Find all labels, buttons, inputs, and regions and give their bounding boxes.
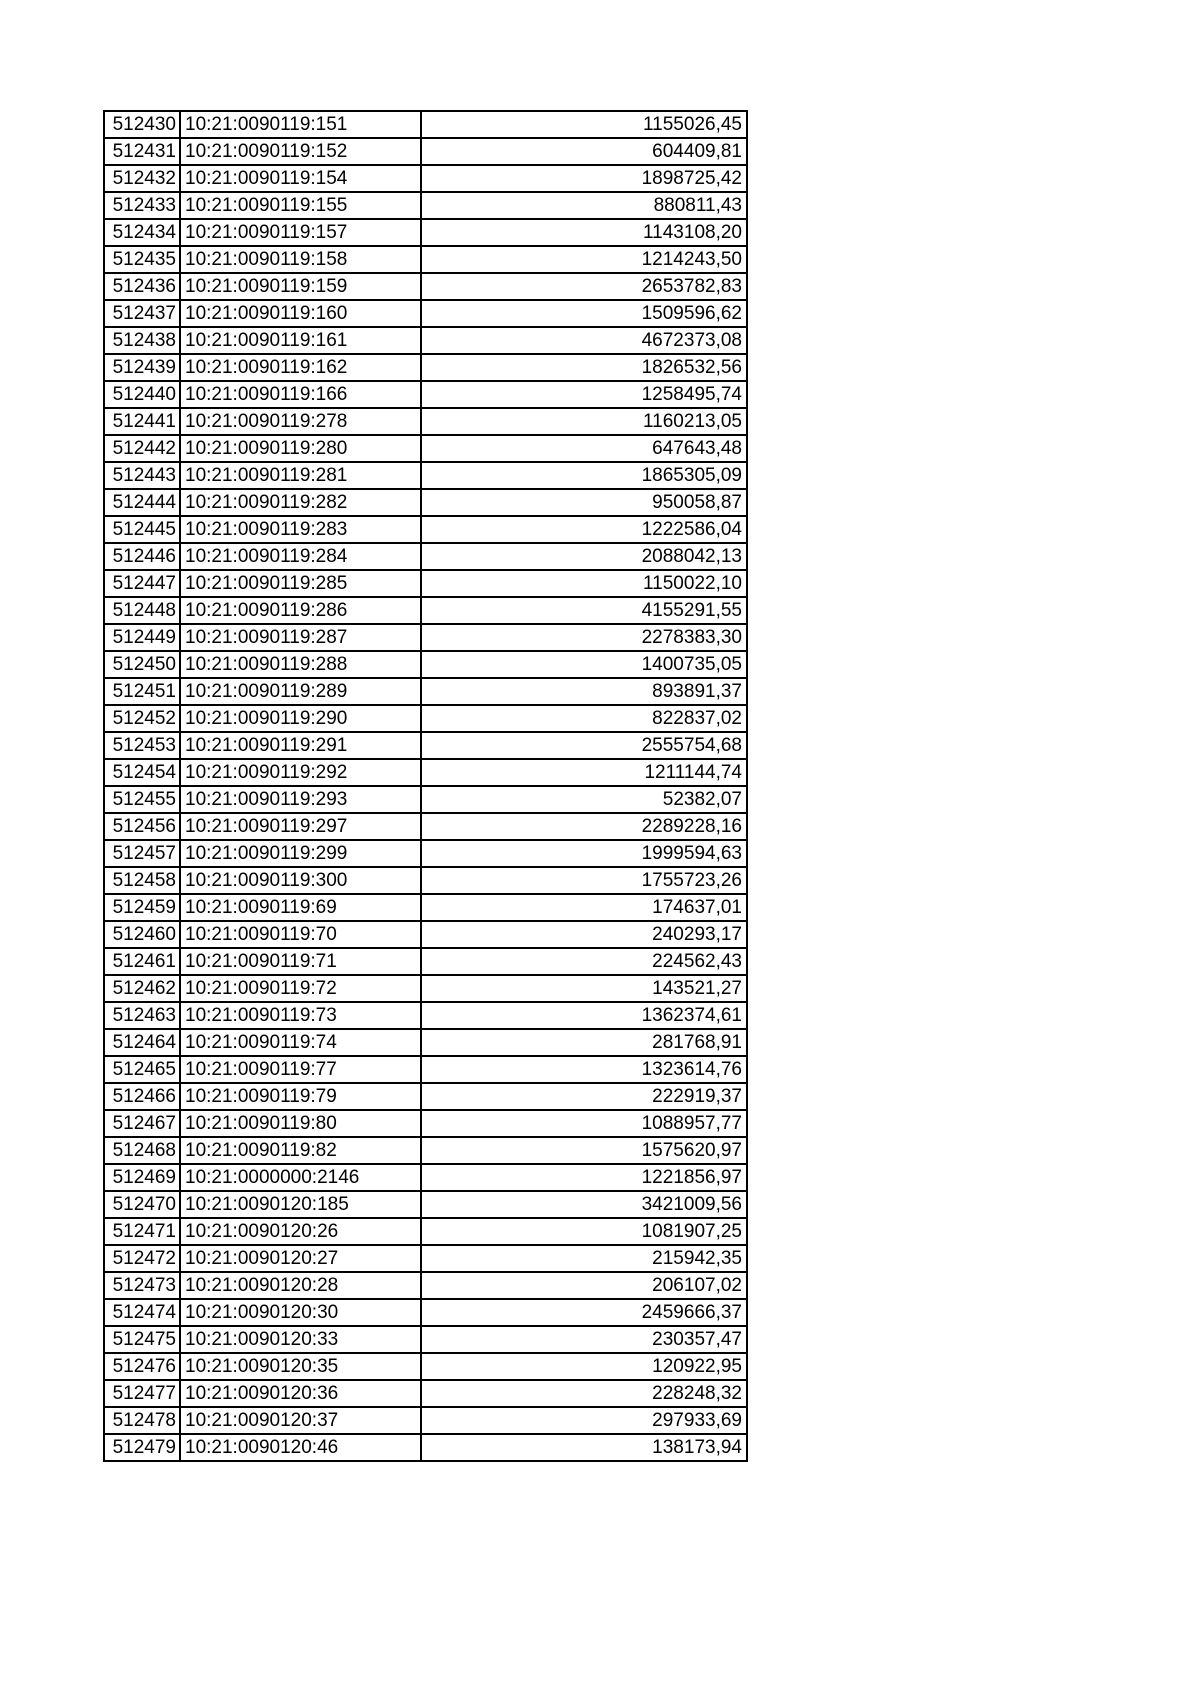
row-number-cell: 512477 xyxy=(104,1380,180,1407)
cadastral-number-cell: 10:21:0090119:160 xyxy=(180,300,421,327)
cadastral-number-cell: 10:21:0090119:162 xyxy=(180,354,421,381)
row-number-cell: 512447 xyxy=(104,570,180,597)
amount-cell: 138173,94 xyxy=(421,1434,747,1461)
table-row xyxy=(104,1245,747,1272)
table-row xyxy=(104,1218,747,1245)
cadastral-number-cell: 10:21:0090119:286 xyxy=(180,597,421,624)
row-number-cell: 512466 xyxy=(104,1083,180,1110)
cadastral-number-cell: 10:21:0090119:159 xyxy=(180,273,421,300)
table-row xyxy=(104,516,747,543)
row-number-cell: 512457 xyxy=(104,840,180,867)
amount-cell: 2289228,16 xyxy=(421,813,747,840)
table-row xyxy=(104,1353,747,1380)
amount-cell: 297933,69 xyxy=(421,1407,747,1434)
table-row xyxy=(104,1029,747,1056)
cadastral-number-cell: 10:21:0090119:289 xyxy=(180,678,421,705)
row-number-cell: 512450 xyxy=(104,651,180,678)
table-row xyxy=(104,327,747,354)
row-number-cell: 512449 xyxy=(104,624,180,651)
row-number-cell: 512476 xyxy=(104,1353,180,1380)
row-number-cell: 512465 xyxy=(104,1056,180,1083)
table-row xyxy=(104,894,747,921)
cadastral-number-cell: 10:21:0090119:70 xyxy=(180,921,421,948)
row-number-cell: 512445 xyxy=(104,516,180,543)
table-row xyxy=(104,921,747,948)
amount-cell: 1160213,05 xyxy=(421,408,747,435)
table-row xyxy=(104,1407,747,1434)
row-number-cell: 512458 xyxy=(104,867,180,894)
amount-cell: 174637,01 xyxy=(421,894,747,921)
row-number-cell: 512434 xyxy=(104,219,180,246)
cadastral-number-cell: 10:21:0090120:33 xyxy=(180,1326,421,1353)
amount-cell: 1155026,45 xyxy=(421,111,747,138)
amount-cell: 1362374,61 xyxy=(421,1002,747,1029)
table-row xyxy=(104,1326,747,1353)
table-row xyxy=(104,1434,747,1461)
cadastral-number-cell: 10:21:0000000:2146 xyxy=(180,1164,421,1191)
table-body xyxy=(104,111,747,1461)
amount-cell: 120922,95 xyxy=(421,1353,747,1380)
cadastral-number-cell: 10:21:0090119:73 xyxy=(180,1002,421,1029)
cadastral-number-cell: 10:21:0090119:155 xyxy=(180,192,421,219)
table-row xyxy=(104,1272,747,1299)
cadastral-number-cell: 10:21:0090120:26 xyxy=(180,1218,421,1245)
table-row xyxy=(104,1056,747,1083)
cadastral-number-cell: 10:21:0090119:71 xyxy=(180,948,421,975)
cadastral-number-cell: 10:21:0090120:28 xyxy=(180,1272,421,1299)
table-row xyxy=(104,219,747,246)
cadastral-number-cell: 10:21:0090119:158 xyxy=(180,246,421,273)
cadastral-number-cell: 10:21:0090119:154 xyxy=(180,165,421,192)
cadastral-number-cell: 10:21:0090119:285 xyxy=(180,570,421,597)
table-row xyxy=(104,489,747,516)
row-number-cell: 512441 xyxy=(104,408,180,435)
table-row xyxy=(104,354,747,381)
cadastral-number-cell: 10:21:0090119:282 xyxy=(180,489,421,516)
cadastral-number-cell: 10:21:0090119:283 xyxy=(180,516,421,543)
table-row xyxy=(104,1191,747,1218)
cadastral-number-cell: 10:21:0090120:30 xyxy=(180,1299,421,1326)
amount-cell: 143521,27 xyxy=(421,975,747,1002)
table-row xyxy=(104,1110,747,1137)
amount-cell: 206107,02 xyxy=(421,1272,747,1299)
table-row xyxy=(104,543,747,570)
table-row xyxy=(104,759,747,786)
amount-cell: 2459666,37 xyxy=(421,1299,747,1326)
cadastral-number-cell: 10:21:0090119:157 xyxy=(180,219,421,246)
row-number-cell: 512464 xyxy=(104,1029,180,1056)
amount-cell: 1509596,62 xyxy=(421,300,747,327)
amount-cell: 281768,91 xyxy=(421,1029,747,1056)
row-number-cell: 512442 xyxy=(104,435,180,462)
table-row xyxy=(104,381,747,408)
row-number-cell: 512444 xyxy=(104,489,180,516)
row-number-cell: 512472 xyxy=(104,1245,180,1272)
amount-cell: 1088957,77 xyxy=(421,1110,747,1137)
table-row xyxy=(104,138,747,165)
amount-cell: 893891,37 xyxy=(421,678,747,705)
cadastral-number-cell: 10:21:0090119:80 xyxy=(180,1110,421,1137)
table-row xyxy=(104,732,747,759)
amount-cell: 880811,43 xyxy=(421,192,747,219)
amount-cell: 2555754,68 xyxy=(421,732,747,759)
row-number-cell: 512474 xyxy=(104,1299,180,1326)
table-row xyxy=(104,840,747,867)
table-row xyxy=(104,246,747,273)
amount-cell: 228248,32 xyxy=(421,1380,747,1407)
cadastral-number-cell: 10:21:0090119:77 xyxy=(180,1056,421,1083)
amount-cell: 1323614,76 xyxy=(421,1056,747,1083)
row-number-cell: 512460 xyxy=(104,921,180,948)
cadastral-number-cell: 10:21:0090119:72 xyxy=(180,975,421,1002)
cadastral-number-cell: 10:21:0090119:278 xyxy=(180,408,421,435)
row-number-cell: 512431 xyxy=(104,138,180,165)
cadastral-number-cell: 10:21:0090120:27 xyxy=(180,1245,421,1272)
row-number-cell: 512433 xyxy=(104,192,180,219)
row-number-cell: 512454 xyxy=(104,759,180,786)
table-row xyxy=(104,1380,747,1407)
amount-cell: 52382,07 xyxy=(421,786,747,813)
row-number-cell: 512467 xyxy=(104,1110,180,1137)
row-number-cell: 512448 xyxy=(104,597,180,624)
cadastral-number-cell: 10:21:0090119:293 xyxy=(180,786,421,813)
cadastral-number-cell: 10:21:0090119:291 xyxy=(180,732,421,759)
table-row xyxy=(104,678,747,705)
table-row xyxy=(104,273,747,300)
row-number-cell: 512446 xyxy=(104,543,180,570)
table-row xyxy=(104,435,747,462)
table-row xyxy=(104,597,747,624)
cadastral-number-cell: 10:21:0090119:161 xyxy=(180,327,421,354)
row-number-cell: 512469 xyxy=(104,1164,180,1191)
amount-cell: 1258495,74 xyxy=(421,381,747,408)
cadastral-number-cell: 10:21:0090120:37 xyxy=(180,1407,421,1434)
cadastral-number-cell: 10:21:0090119:166 xyxy=(180,381,421,408)
row-number-cell: 512443 xyxy=(104,462,180,489)
row-number-cell: 512475 xyxy=(104,1326,180,1353)
row-number-cell: 512430 xyxy=(104,111,180,138)
table-row xyxy=(104,948,747,975)
amount-cell: 822837,02 xyxy=(421,705,747,732)
amount-cell: 950058,87 xyxy=(421,489,747,516)
cadastral-number-cell: 10:21:0090120:185 xyxy=(180,1191,421,1218)
cadastral-number-cell: 10:21:0090119:288 xyxy=(180,651,421,678)
amount-cell: 4672373,08 xyxy=(421,327,747,354)
row-number-cell: 512471 xyxy=(104,1218,180,1245)
cadastral-number-cell: 10:21:0090120:46 xyxy=(180,1434,421,1461)
table-row xyxy=(104,867,747,894)
amount-cell: 1865305,09 xyxy=(421,462,747,489)
cadastral-number-cell: 10:21:0090119:280 xyxy=(180,435,421,462)
amount-cell: 1826532,56 xyxy=(421,354,747,381)
amount-cell: 1999594,63 xyxy=(421,840,747,867)
row-number-cell: 512437 xyxy=(104,300,180,327)
table-row xyxy=(104,786,747,813)
cadastral-number-cell: 10:21:0090120:35 xyxy=(180,1353,421,1380)
cadastral-number-cell: 10:21:0090119:79 xyxy=(180,1083,421,1110)
cadastral-number-cell: 10:21:0090119:82 xyxy=(180,1137,421,1164)
cadastral-number-cell: 10:21:0090119:299 xyxy=(180,840,421,867)
table-row xyxy=(104,1164,747,1191)
table-row xyxy=(104,192,747,219)
table-row xyxy=(104,408,747,435)
amount-cell: 1400735,05 xyxy=(421,651,747,678)
row-number-cell: 512473 xyxy=(104,1272,180,1299)
table-row xyxy=(104,1002,747,1029)
amount-cell: 1755723,26 xyxy=(421,867,747,894)
table-row xyxy=(104,300,747,327)
amount-cell: 222919,37 xyxy=(421,1083,747,1110)
cadastral-number-cell: 10:21:0090119:297 xyxy=(180,813,421,840)
row-number-cell: 512440 xyxy=(104,381,180,408)
amount-cell: 1081907,25 xyxy=(421,1218,747,1245)
table-row xyxy=(104,462,747,489)
amount-cell: 1222586,04 xyxy=(421,516,747,543)
row-number-cell: 512455 xyxy=(104,786,180,813)
amount-cell: 215942,35 xyxy=(421,1245,747,1272)
cadastral-number-cell: 10:21:0090119:69 xyxy=(180,894,421,921)
amount-cell: 230357,47 xyxy=(421,1326,747,1353)
row-number-cell: 512435 xyxy=(104,246,180,273)
cadastral-number-cell: 10:21:0090119:290 xyxy=(180,705,421,732)
cadastral-number-cell: 10:21:0090119:284 xyxy=(180,543,421,570)
amount-cell: 604409,81 xyxy=(421,138,747,165)
table-row xyxy=(104,651,747,678)
amount-cell: 1143108,20 xyxy=(421,219,747,246)
amount-cell: 1575620,97 xyxy=(421,1137,747,1164)
amount-cell: 2653782,83 xyxy=(421,273,747,300)
table-row xyxy=(104,111,747,138)
amount-cell: 2278383,30 xyxy=(421,624,747,651)
table-row xyxy=(104,570,747,597)
row-number-cell: 512452 xyxy=(104,705,180,732)
cadastral-number-cell: 10:21:0090119:287 xyxy=(180,624,421,651)
table-row xyxy=(104,1083,747,1110)
cadastral-number-cell: 10:21:0090119:74 xyxy=(180,1029,421,1056)
cadastral-number-cell: 10:21:0090119:292 xyxy=(180,759,421,786)
row-number-cell: 512461 xyxy=(104,948,180,975)
amount-cell: 1150022,10 xyxy=(421,570,747,597)
table-row xyxy=(104,1299,747,1326)
table-row xyxy=(104,975,747,1002)
table-row xyxy=(104,1137,747,1164)
amount-cell: 1898725,42 xyxy=(421,165,747,192)
cadastral-number-cell: 10:21:0090119:300 xyxy=(180,867,421,894)
row-number-cell: 512462 xyxy=(104,975,180,1002)
amount-cell: 2088042,13 xyxy=(421,543,747,570)
cadastral-number-cell: 10:21:0090119:152 xyxy=(180,138,421,165)
row-number-cell: 512468 xyxy=(104,1137,180,1164)
row-number-cell: 512479 xyxy=(104,1434,180,1461)
table-row xyxy=(104,705,747,732)
cadastral-number-cell: 10:21:0090120:36 xyxy=(180,1380,421,1407)
row-number-cell: 512459 xyxy=(104,894,180,921)
amount-cell: 224562,43 xyxy=(421,948,747,975)
row-number-cell: 512478 xyxy=(104,1407,180,1434)
row-number-cell: 512436 xyxy=(104,273,180,300)
data-table xyxy=(103,110,748,1462)
amount-cell: 647643,48 xyxy=(421,435,747,462)
table-row xyxy=(104,624,747,651)
amount-cell: 1214243,50 xyxy=(421,246,747,273)
table-row xyxy=(104,813,747,840)
amount-cell: 3421009,56 xyxy=(421,1191,747,1218)
cadastral-number-cell: 10:21:0090119:281 xyxy=(180,462,421,489)
amount-cell: 1221856,97 xyxy=(421,1164,747,1191)
amount-cell: 1211144,74 xyxy=(421,759,747,786)
row-number-cell: 512456 xyxy=(104,813,180,840)
table-row xyxy=(104,165,747,192)
row-number-cell: 512463 xyxy=(104,1002,180,1029)
amount-cell: 4155291,55 xyxy=(421,597,747,624)
cadastral-number-cell: 10:21:0090119:151 xyxy=(180,111,421,138)
row-number-cell: 512470 xyxy=(104,1191,180,1218)
amount-cell: 240293,17 xyxy=(421,921,747,948)
row-number-cell: 512453 xyxy=(104,732,180,759)
row-number-cell: 512432 xyxy=(104,165,180,192)
row-number-cell: 512439 xyxy=(104,354,180,381)
row-number-cell: 512451 xyxy=(104,678,180,705)
row-number-cell: 512438 xyxy=(104,327,180,354)
